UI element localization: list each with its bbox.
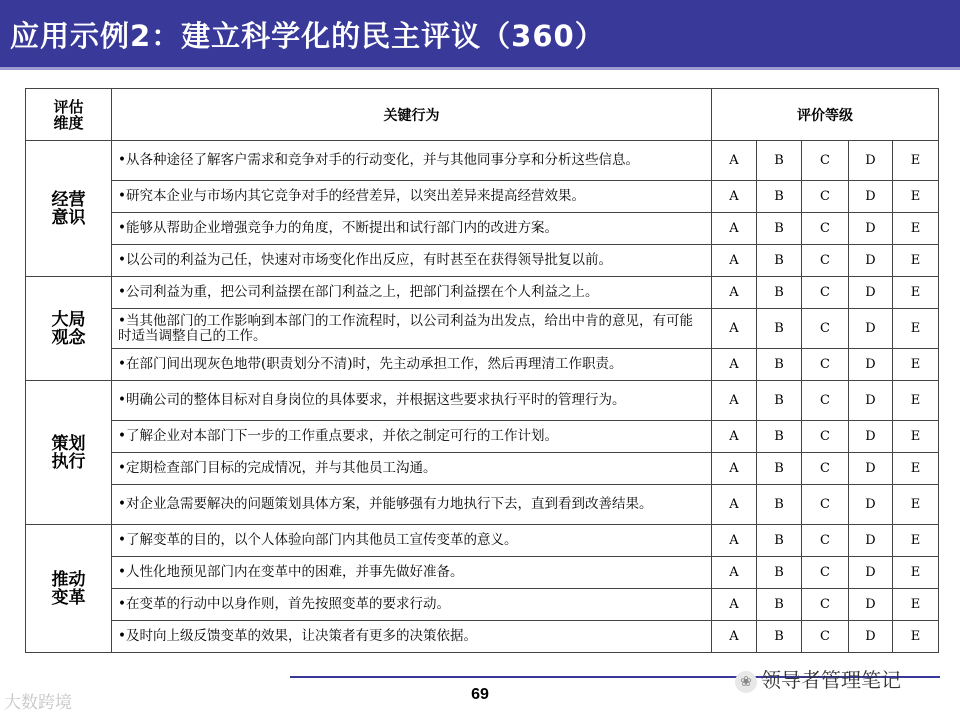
evaluation-table: [25, 88, 939, 653]
grade-option-b[interactable]: B: [757, 557, 802, 589]
watermark-right: [735, 664, 901, 693]
grade-option-d[interactable]: D: [849, 381, 893, 421]
watermark-left: [4, 688, 72, 713]
grade-option-c[interactable]: C: [802, 181, 849, 213]
page-number: 69: [471, 686, 489, 703]
grade-option-a[interactable]: A: [712, 621, 757, 653]
grade-option-e[interactable]: E: [893, 181, 939, 213]
table-row: [26, 621, 939, 653]
grade-option-e[interactable]: E: [893, 557, 939, 589]
grade-option-b[interactable]: B: [757, 213, 802, 245]
grade-option-d[interactable]: D: [849, 181, 893, 213]
behavior-cell: •及时向上级反馈变革的效果，让决策者有更多的决策依据。: [112, 621, 712, 653]
dimension-label: 策划执行: [51, 433, 86, 472]
behavior-cell: •人性化地预见部门内在变革中的困难，并事先做好准备。: [112, 557, 712, 589]
grade-option-b[interactable]: B: [757, 525, 802, 557]
grade-option-d[interactable]: D: [849, 485, 893, 525]
grade-option-e[interactable]: E: [893, 309, 939, 349]
grade-option-c[interactable]: C: [802, 525, 849, 557]
grade-option-b[interactable]: B: [757, 621, 802, 653]
grade-option-d[interactable]: D: [849, 453, 893, 485]
grade-option-e[interactable]: E: [893, 485, 939, 525]
table-row: [26, 141, 939, 181]
grade-option-b[interactable]: B: [757, 141, 802, 181]
grade-option-b[interactable]: B: [757, 381, 802, 421]
table-row: [26, 245, 939, 277]
grade-option-b[interactable]: B: [757, 589, 802, 621]
title-bar: [0, 0, 960, 67]
table-row: [26, 485, 939, 525]
behavior-cell: •当其他部门的工作影响到本部门的工作流程时，以公司利益为出发点，给出中肯的意见，有可能时适当调整自己的工作。: [112, 309, 712, 349]
dimension-cell: [26, 141, 112, 277]
grade-option-b[interactable]: B: [757, 453, 802, 485]
grade-option-c[interactable]: C: [802, 141, 849, 181]
grade-option-a[interactable]: A: [712, 557, 757, 589]
title-divider: [0, 67, 960, 70]
behavior-cell: •了解变革的目的，以个人体验向部门内其他员工宣传变革的意义。: [112, 525, 712, 557]
dimension-cell: [26, 525, 112, 653]
table-row: [26, 381, 939, 421]
grade-option-b[interactable]: B: [757, 245, 802, 277]
behavior-cell: •在变革的行动中以身作则，首先按照变革的要求行动。: [112, 589, 712, 621]
table-row: [26, 277, 939, 309]
grade-option-a[interactable]: A: [712, 485, 757, 525]
grade-option-e[interactable]: E: [893, 589, 939, 621]
grade-option-e[interactable]: E: [893, 525, 939, 557]
table-row: [26, 181, 939, 213]
behavior-cell: •对企业急需要解决的问题策划具体方案，并能够强有力地执行下去，直到看到改善结果。: [112, 485, 712, 525]
grade-option-a[interactable]: A: [712, 141, 757, 181]
grade-option-a[interactable]: A: [712, 277, 757, 309]
grade-option-a[interactable]: A: [712, 381, 757, 421]
watermark-left-text: 大数跨境: [4, 693, 72, 713]
grade-option-b[interactable]: B: [757, 277, 802, 309]
table-row: [26, 557, 939, 589]
grade-option-d[interactable]: D: [849, 245, 893, 277]
table-row: [26, 453, 939, 485]
grade-option-c[interactable]: C: [802, 421, 849, 453]
grade-option-c[interactable]: C: [802, 589, 849, 621]
grade-option-d[interactable]: D: [849, 141, 893, 181]
header-grade: 评价等级: [712, 89, 939, 141]
header-dimension: 评估维度: [26, 89, 112, 141]
grade-option-a[interactable]: A: [712, 453, 757, 485]
grade-option-b[interactable]: B: [757, 181, 802, 213]
grade-option-e[interactable]: E: [893, 421, 939, 453]
behavior-cell: •定期检查部门目标的完成情况，并与其他员工沟通。: [112, 453, 712, 485]
grade-option-b[interactable]: B: [757, 349, 802, 381]
grade-option-d[interactable]: D: [849, 421, 893, 453]
grade-option-c[interactable]: C: [802, 621, 849, 653]
grade-option-e[interactable]: E: [893, 381, 939, 421]
table-row: [26, 421, 939, 453]
dimension-cell: [26, 381, 112, 525]
table-row: [26, 349, 939, 381]
grade-option-b[interactable]: B: [757, 421, 802, 453]
grade-option-d[interactable]: D: [849, 621, 893, 653]
grade-option-a[interactable]: A: [712, 309, 757, 349]
grade-option-e[interactable]: E: [893, 277, 939, 309]
behavior-cell: •研究本企业与市场内其它竞争对手的经营差异，以突出差异来提高经营效果。: [112, 181, 712, 213]
watermark-right-text: 领导者管理笔记: [761, 668, 901, 692]
grade-option-c[interactable]: C: [802, 453, 849, 485]
grade-option-a[interactable]: A: [712, 421, 757, 453]
dimension-label: 经营意识: [51, 189, 86, 228]
page-title: 应用示例2：建立科学化的民主评议（360）: [10, 19, 605, 53]
grade-option-e[interactable]: E: [893, 349, 939, 381]
dimension-cell: [26, 277, 112, 381]
behavior-cell: •以公司的利益为己任，快速对市场变化作出反应，有时甚至在获得领导批复以前。: [112, 245, 712, 277]
behavior-cell: •从各种途径了解客户需求和竞争对手的行动变化，并与其他同事分享和分析这些信息。: [112, 141, 712, 181]
grade-option-c[interactable]: C: [802, 349, 849, 381]
grade-option-a[interactable]: A: [712, 525, 757, 557]
grade-option-a[interactable]: A: [712, 245, 757, 277]
dimension-label: 推动变革: [51, 569, 86, 608]
grade-option-a[interactable]: A: [712, 181, 757, 213]
table-header-row: [26, 89, 939, 141]
grade-option-c[interactable]: C: [802, 557, 849, 589]
behavior-cell: •公司利益为重，把公司利益摆在部门利益之上，把部门利益摆在个人利益之上。: [112, 277, 712, 309]
grade-option-a[interactable]: A: [712, 349, 757, 381]
dimension-label: 大局观念: [51, 309, 86, 348]
table-row: [26, 525, 939, 557]
grade-option-b[interactable]: B: [757, 485, 802, 525]
grade-option-d[interactable]: D: [849, 589, 893, 621]
grade-option-e[interactable]: E: [893, 621, 939, 653]
grade-option-c[interactable]: C: [802, 245, 849, 277]
grade-option-d[interactable]: D: [849, 277, 893, 309]
behavior-cell: •明确公司的整体目标对自身岗位的具体要求，并根据这些要求执行平时的管理行为。: [112, 381, 712, 421]
header-behavior: 关键行为: [112, 89, 712, 141]
grade-option-c[interactable]: C: [802, 381, 849, 421]
wechat-icon: ❀: [735, 671, 757, 693]
grade-option-d[interactable]: D: [849, 557, 893, 589]
grade-option-d[interactable]: D: [849, 213, 893, 245]
table-row: [26, 589, 939, 621]
grade-option-c[interactable]: C: [802, 277, 849, 309]
table-body: [26, 141, 939, 653]
grade-option-a[interactable]: A: [712, 589, 757, 621]
grade-option-c[interactable]: C: [802, 309, 849, 349]
behavior-cell: •能够从帮助企业增强竞争力的角度，不断提出和试行部门内的改进方案。: [112, 213, 712, 245]
grade-option-e[interactable]: E: [893, 245, 939, 277]
grade-option-d[interactable]: D: [849, 525, 893, 557]
behavior-cell: •在部门间出现灰色地带(职责划分不清)时，先主动承担工作，然后再理清工作职责。: [112, 349, 712, 381]
grade-option-a[interactable]: A: [712, 213, 757, 245]
grade-option-c[interactable]: C: [802, 485, 849, 525]
grade-option-e[interactable]: E: [893, 453, 939, 485]
grade-option-b[interactable]: B: [757, 309, 802, 349]
behavior-cell: •了解企业对本部门下一步的工作重点要求，并依之制定可行的工作计划。: [112, 421, 712, 453]
table-row: [26, 309, 939, 349]
grade-option-e[interactable]: E: [893, 213, 939, 245]
grade-option-e[interactable]: E: [893, 141, 939, 181]
grade-option-d[interactable]: D: [849, 309, 893, 349]
grade-option-d[interactable]: D: [849, 349, 893, 381]
grade-option-c[interactable]: C: [802, 213, 849, 245]
table-row: [26, 213, 939, 245]
